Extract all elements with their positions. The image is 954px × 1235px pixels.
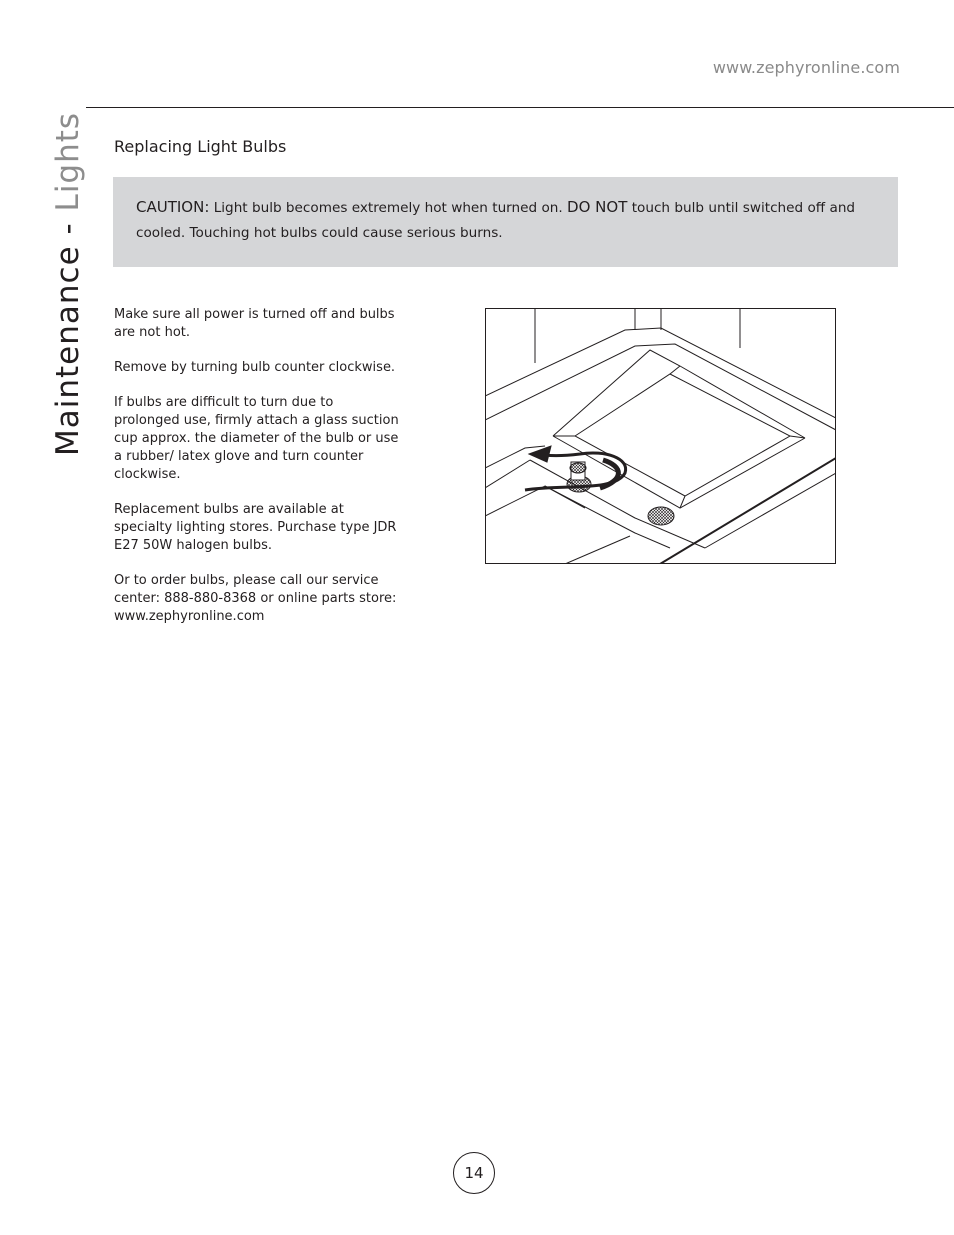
header-divider (86, 107, 954, 108)
caution-text (136, 195, 896, 246)
side-section-title (50, 112, 86, 456)
website-url: www.zephyronline.com (712, 58, 900, 77)
side-title-main: Maintenance - (50, 211, 86, 456)
instruction-paragraph: Remove by turning bulb counter clockwise. (114, 360, 396, 375)
instruction-paragraph: If bulbs are difficult to turn due to prolonged use, firmly attach a glass suction cup approx. the diameter of the bulb or use a rubber/ latex glove and turn counter clockwise. (114, 395, 399, 482)
page-number: 14 (453, 1152, 495, 1194)
caution-label: CAUTION: (136, 198, 210, 216)
instruction-paragraph: Make sure all power is turned off and bulbs are not hot. (114, 307, 395, 340)
section-title: Replacing Light Bulbs (114, 137, 287, 156)
instruction-paragraph: Replacement bulbs are available at specialty lighting stores. Purchase type JDR E27 50W halogen bulbs. (114, 502, 397, 553)
instructions (114, 306, 399, 643)
bulb-replacement-illustration (485, 308, 836, 564)
caution-text-part1: Light bulb becomes extremely hot when turned on. (209, 200, 568, 216)
instruction-paragraph: Or to order bulbs, please call our service center: 888-880-8368 or online parts store: www.zephyronline.com (114, 573, 397, 624)
caution-box (113, 177, 898, 267)
caution-text-part2: touch bulb until switched off and cooled. Touching hot bulbs could cause serious burns. (136, 200, 856, 241)
caution-emphasis: DO NOT (567, 198, 628, 216)
side-title-sub: Lights (50, 111, 86, 212)
